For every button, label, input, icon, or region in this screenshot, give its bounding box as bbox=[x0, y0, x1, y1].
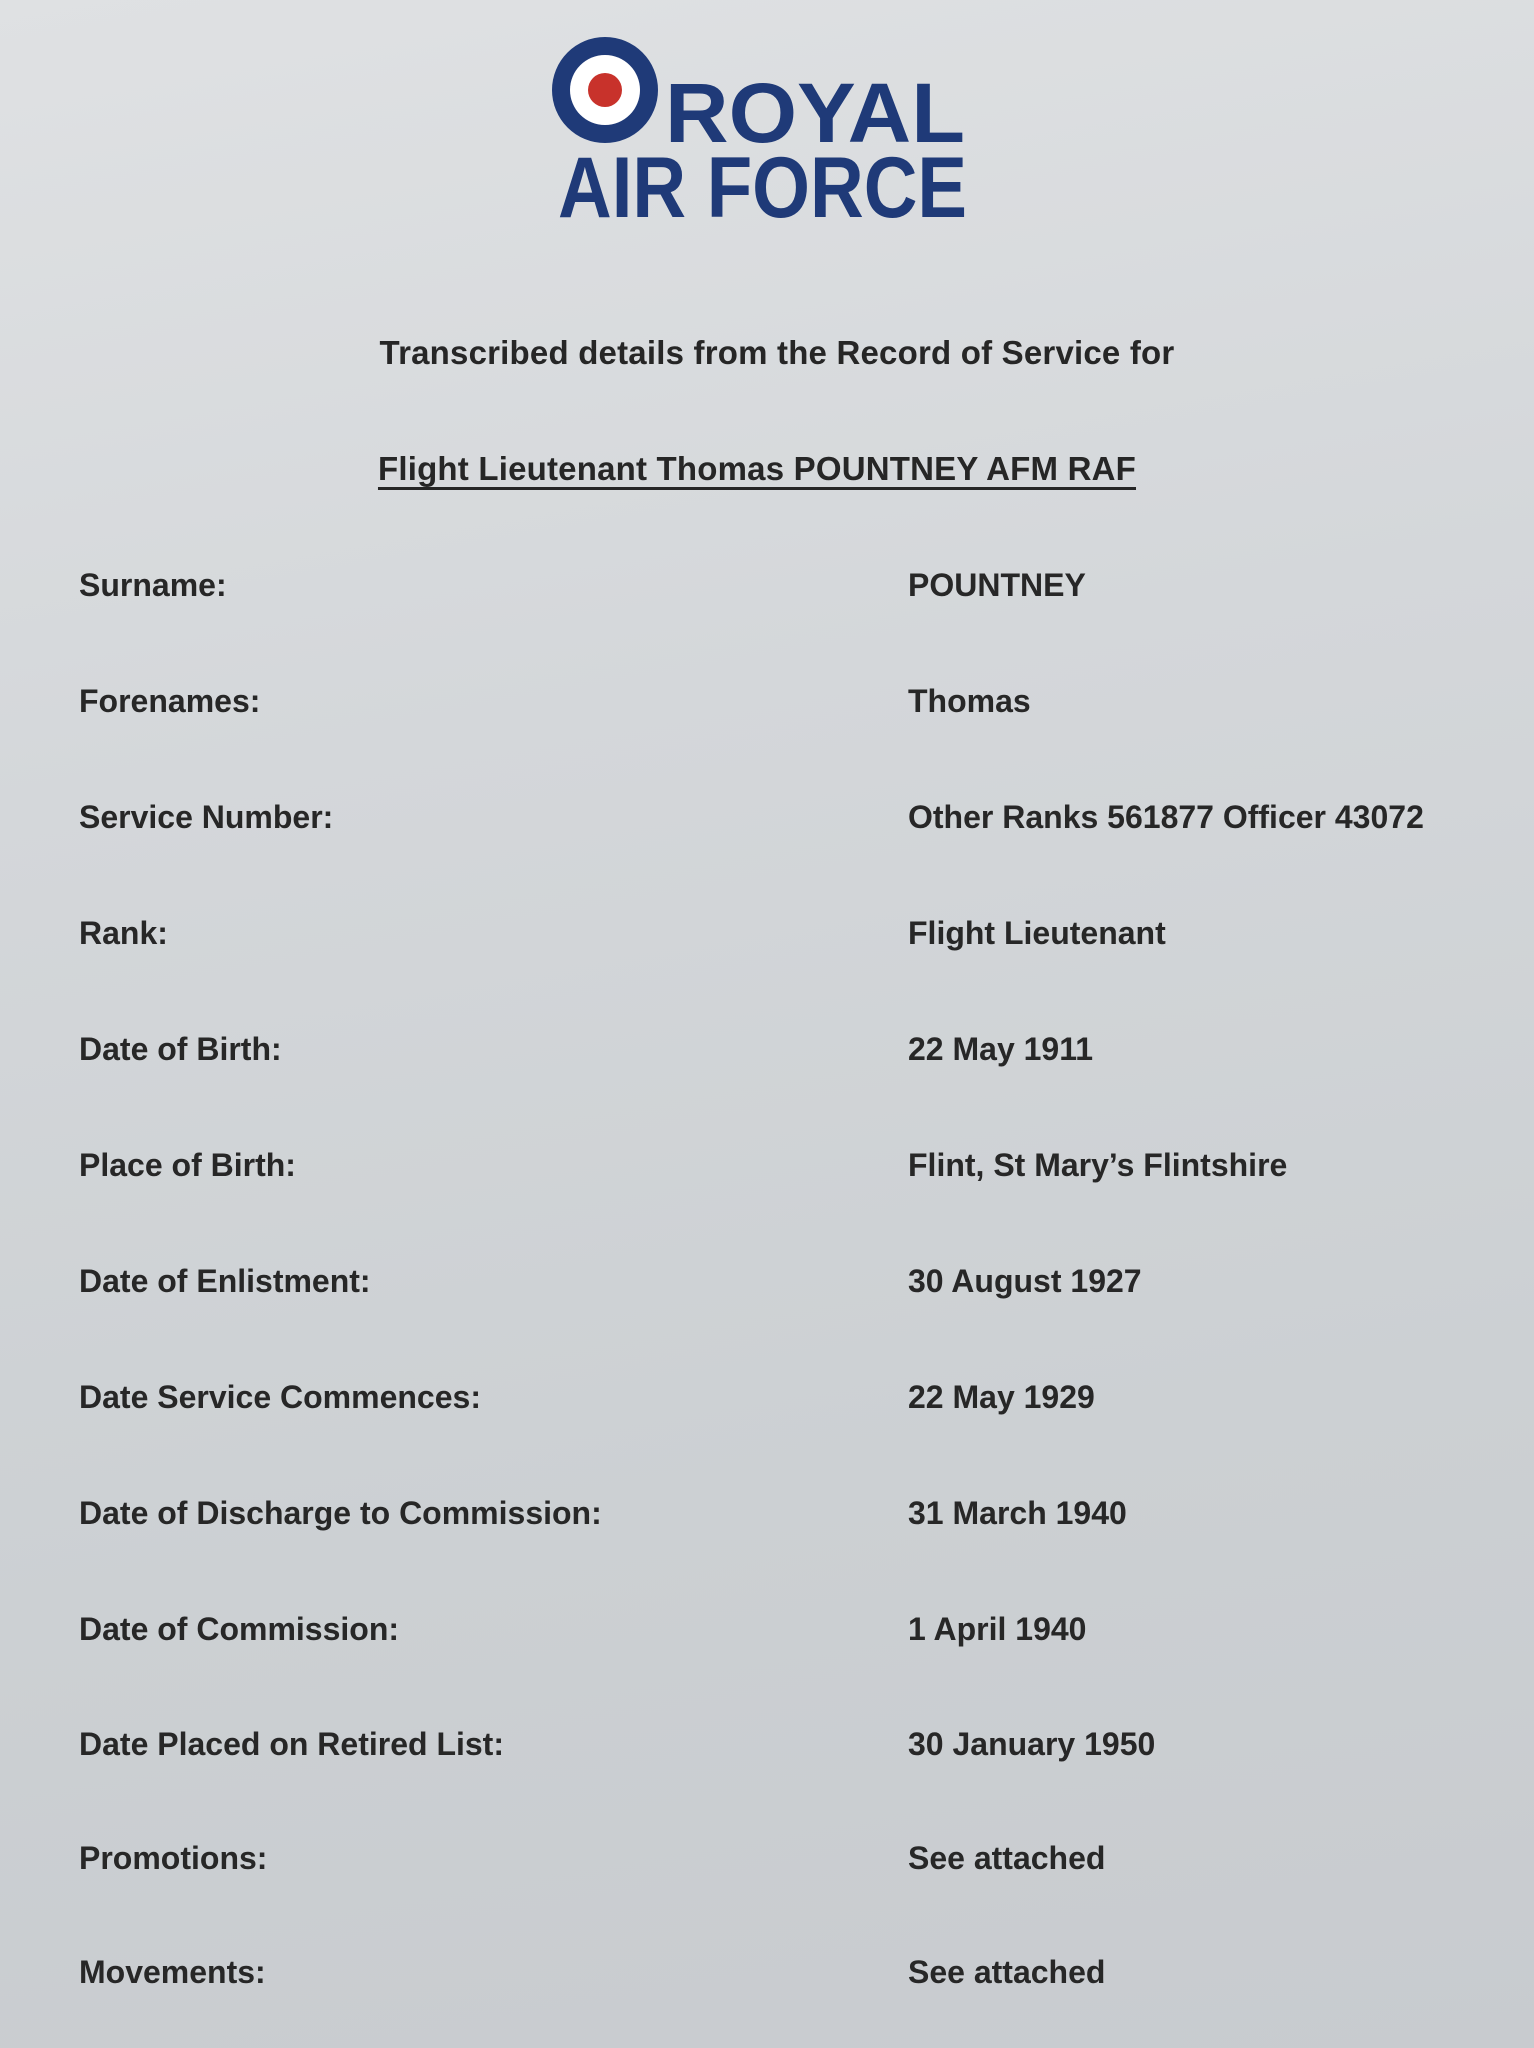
document-intro: Transcribed details from the Record of Service for bbox=[379, 334, 1175, 371]
record-row-date-service-commences bbox=[0, 1379, 1514, 1439]
field-value: 30 January 1950 bbox=[908, 1726, 1156, 1762]
field-value: 1 April 1940 bbox=[908, 1611, 1087, 1647]
field-value: 22 May 1911 bbox=[908, 1031, 1094, 1067]
record-row-date-of-discharge bbox=[0, 1495, 1514, 1555]
field-label: Date of Discharge to Commission: bbox=[79, 1495, 602, 1531]
roundel-inner bbox=[588, 73, 622, 107]
field-value: Thomas bbox=[908, 683, 1031, 719]
field-value: 22 May 1929 bbox=[908, 1379, 1095, 1415]
field-value: Other Ranks 561877 Officer 43072 bbox=[908, 799, 1424, 835]
field-value: 31 March 1940 bbox=[908, 1495, 1127, 1531]
raf-logo bbox=[555, 30, 975, 236]
record-row-place-of-birth bbox=[0, 1147, 1514, 1207]
field-label: Promotions: bbox=[79, 1840, 268, 1876]
record-row-date-of-birth bbox=[0, 1031, 1514, 1091]
logo-word-royal: ROYAL bbox=[665, 66, 965, 160]
field-label: Date of Birth: bbox=[79, 1031, 282, 1067]
field-label: Forenames: bbox=[79, 683, 261, 719]
field-label: Surname: bbox=[79, 567, 227, 603]
raf-logo-graphic bbox=[555, 30, 975, 236]
field-value: See attached bbox=[908, 1954, 1106, 1990]
record-row-promotions bbox=[0, 1840, 1514, 1900]
record-row-movements bbox=[0, 1954, 1514, 2014]
field-value: Flint, St Mary’s Flintshire bbox=[908, 1147, 1288, 1183]
field-value: 30 August 1927 bbox=[908, 1263, 1142, 1299]
record-row-date-of-enlistment bbox=[0, 1263, 1514, 1323]
record-row-surname bbox=[0, 567, 1514, 627]
document-subject bbox=[0, 450, 1514, 488]
field-label: Rank: bbox=[79, 915, 168, 951]
record-row-date-of-commission bbox=[0, 1611, 1514, 1671]
logo-word-air-force: AIR FORCE bbox=[558, 140, 967, 236]
field-label: Date Service Commences: bbox=[79, 1379, 481, 1415]
record-row-forenames bbox=[0, 683, 1514, 743]
field-label: Service Number: bbox=[79, 799, 334, 835]
field-label: Movements: bbox=[79, 1954, 266, 1990]
field-value: See attached bbox=[908, 1840, 1106, 1876]
field-label: Place of Birth: bbox=[79, 1147, 296, 1183]
field-label: Date Placed on Retired List: bbox=[79, 1726, 504, 1762]
document-subject-text: Flight Lieutenant Thomas POUNTNEY AFM RAF bbox=[377, 450, 1137, 487]
field-label: Date of Commission: bbox=[79, 1611, 400, 1647]
field-value: Flight Lieutenant bbox=[908, 915, 1166, 951]
field-value: POUNTNEY bbox=[908, 567, 1086, 603]
record-row-rank bbox=[0, 915, 1514, 975]
field-label: Date of Enlistment: bbox=[79, 1263, 371, 1299]
record-row-date-retired bbox=[0, 1726, 1514, 1786]
record-row-service-number bbox=[0, 799, 1514, 859]
